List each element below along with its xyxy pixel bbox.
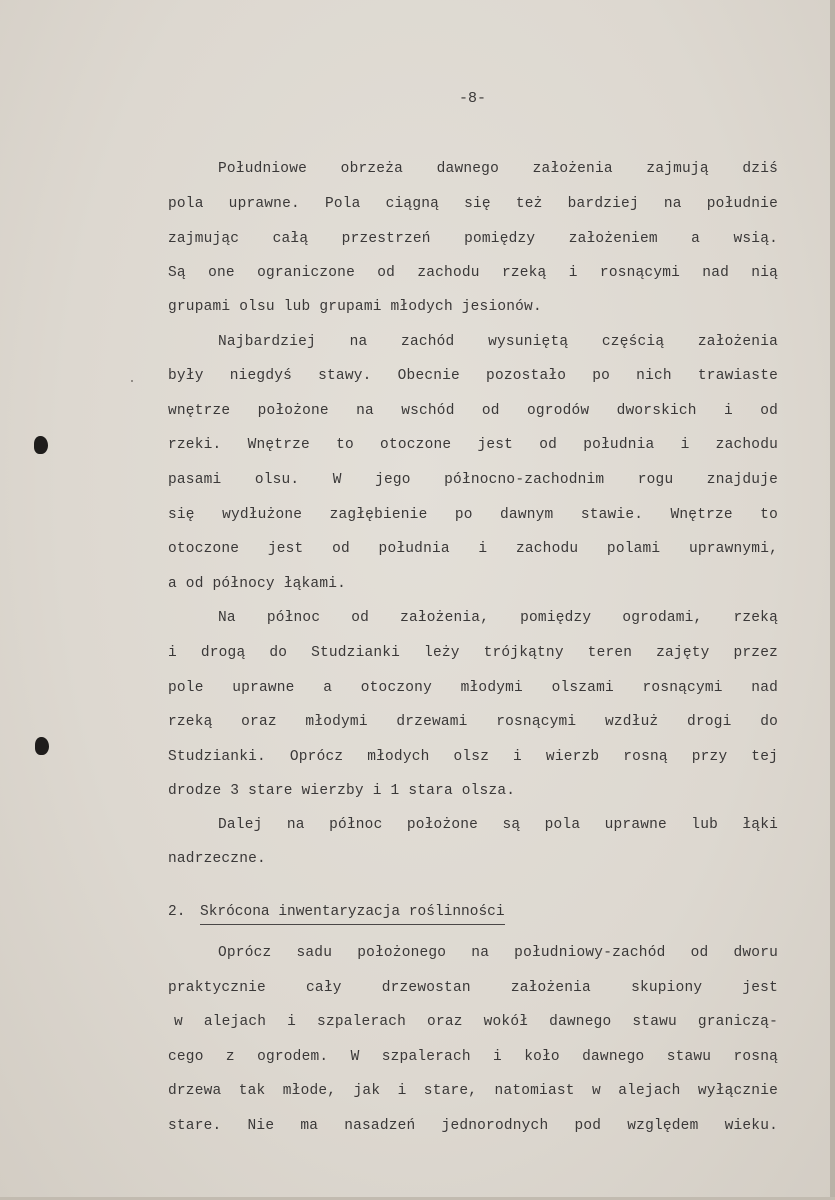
text-line: a od północy łąkami. bbox=[168, 576, 347, 592]
text-line: drzewa tak młode, jak i stare, natomiast w alejach wyłącznie bbox=[168, 1083, 778, 1099]
section-heading bbox=[168, 901, 505, 923]
text-line: nadrzeczne. bbox=[168, 851, 266, 867]
punch-hole-lower bbox=[35, 737, 49, 755]
punch-hole-upper bbox=[34, 436, 48, 454]
text-line: Oprócz sadu położonego na południowy-zachód od dworu bbox=[218, 945, 778, 961]
text-line: się wydłużone zagłębienie po dawnym stawie. Wnętrze to bbox=[168, 507, 778, 523]
text-line: stare. Nie ma nasadzeń jednorodnych pod względem wieku. bbox=[168, 1118, 778, 1134]
text-line: grupami olsu lub grupami młodych jesionów. bbox=[168, 299, 542, 315]
text-line: Dalej na północ położone są pola uprawne lub łąki bbox=[218, 817, 778, 833]
text-line: zajmując całą przestrzeń pomiędzy założeniem a wsią. bbox=[168, 231, 778, 247]
text-line: Na północ od założenia, pomiędzy ogrodami, rzeką bbox=[218, 610, 778, 626]
text-line: otoczone jest od południa i zachodu polami uprawnymi, bbox=[168, 541, 778, 557]
text-line: pola uprawne. Pola ciągną się też bardziej na południe bbox=[168, 196, 778, 212]
text-line: Południowe obrzeża dawnego założenia zajmują dziś bbox=[218, 161, 778, 177]
text-line: i drogą do Studzianki leży trójkątny teren zajęty przez bbox=[168, 645, 778, 661]
text-line: praktycznie cały drzewostan założenia skupiony jest bbox=[168, 980, 778, 996]
section-number: 2. bbox=[168, 904, 186, 920]
text-line: pasami olsu. W jego północno-zachodnim rogu znajduje bbox=[168, 472, 778, 488]
page-edge-right bbox=[830, 0, 835, 1200]
text-line: Studzianki. Oprócz młodych olsz i wierzb rosną przy tej bbox=[168, 749, 778, 765]
section-title: Skrócona inwentaryzacja roślinności bbox=[200, 901, 505, 925]
paper-speck bbox=[131, 380, 133, 382]
text-line: Najbardziej na zachód wysuniętą częścią założenia bbox=[218, 334, 778, 350]
page-number: -8- bbox=[458, 90, 486, 107]
text-line: wnętrze położone na wschód od ogrodów dworskich i od bbox=[168, 403, 778, 419]
text-line: były niegdyś stawy. Obecnie pozostało po nich trawiaste bbox=[168, 368, 778, 384]
text-line: rzeką oraz młodymi drzewami rosnącymi wzdłuż drogi do bbox=[168, 714, 778, 730]
text-line: pole uprawne a otoczony młodymi olszami rosnącymi nad bbox=[168, 680, 778, 696]
text-line: cego z ogrodem. W szpalerach i koło dawnego stawu rosną bbox=[168, 1049, 778, 1065]
text-line: w alejach i szpalerach oraz wokół dawnego stawu graniczą- bbox=[174, 1014, 778, 1030]
text-line: drodze 3 stare wierzby i 1 stara olsza. bbox=[168, 783, 516, 799]
text-line: rzeki. Wnętrze to otoczone jest od południa i zachodu bbox=[168, 437, 778, 453]
text-line: Są one ograniczone od zachodu rzeką i rosnącymi nad nią bbox=[168, 265, 778, 281]
